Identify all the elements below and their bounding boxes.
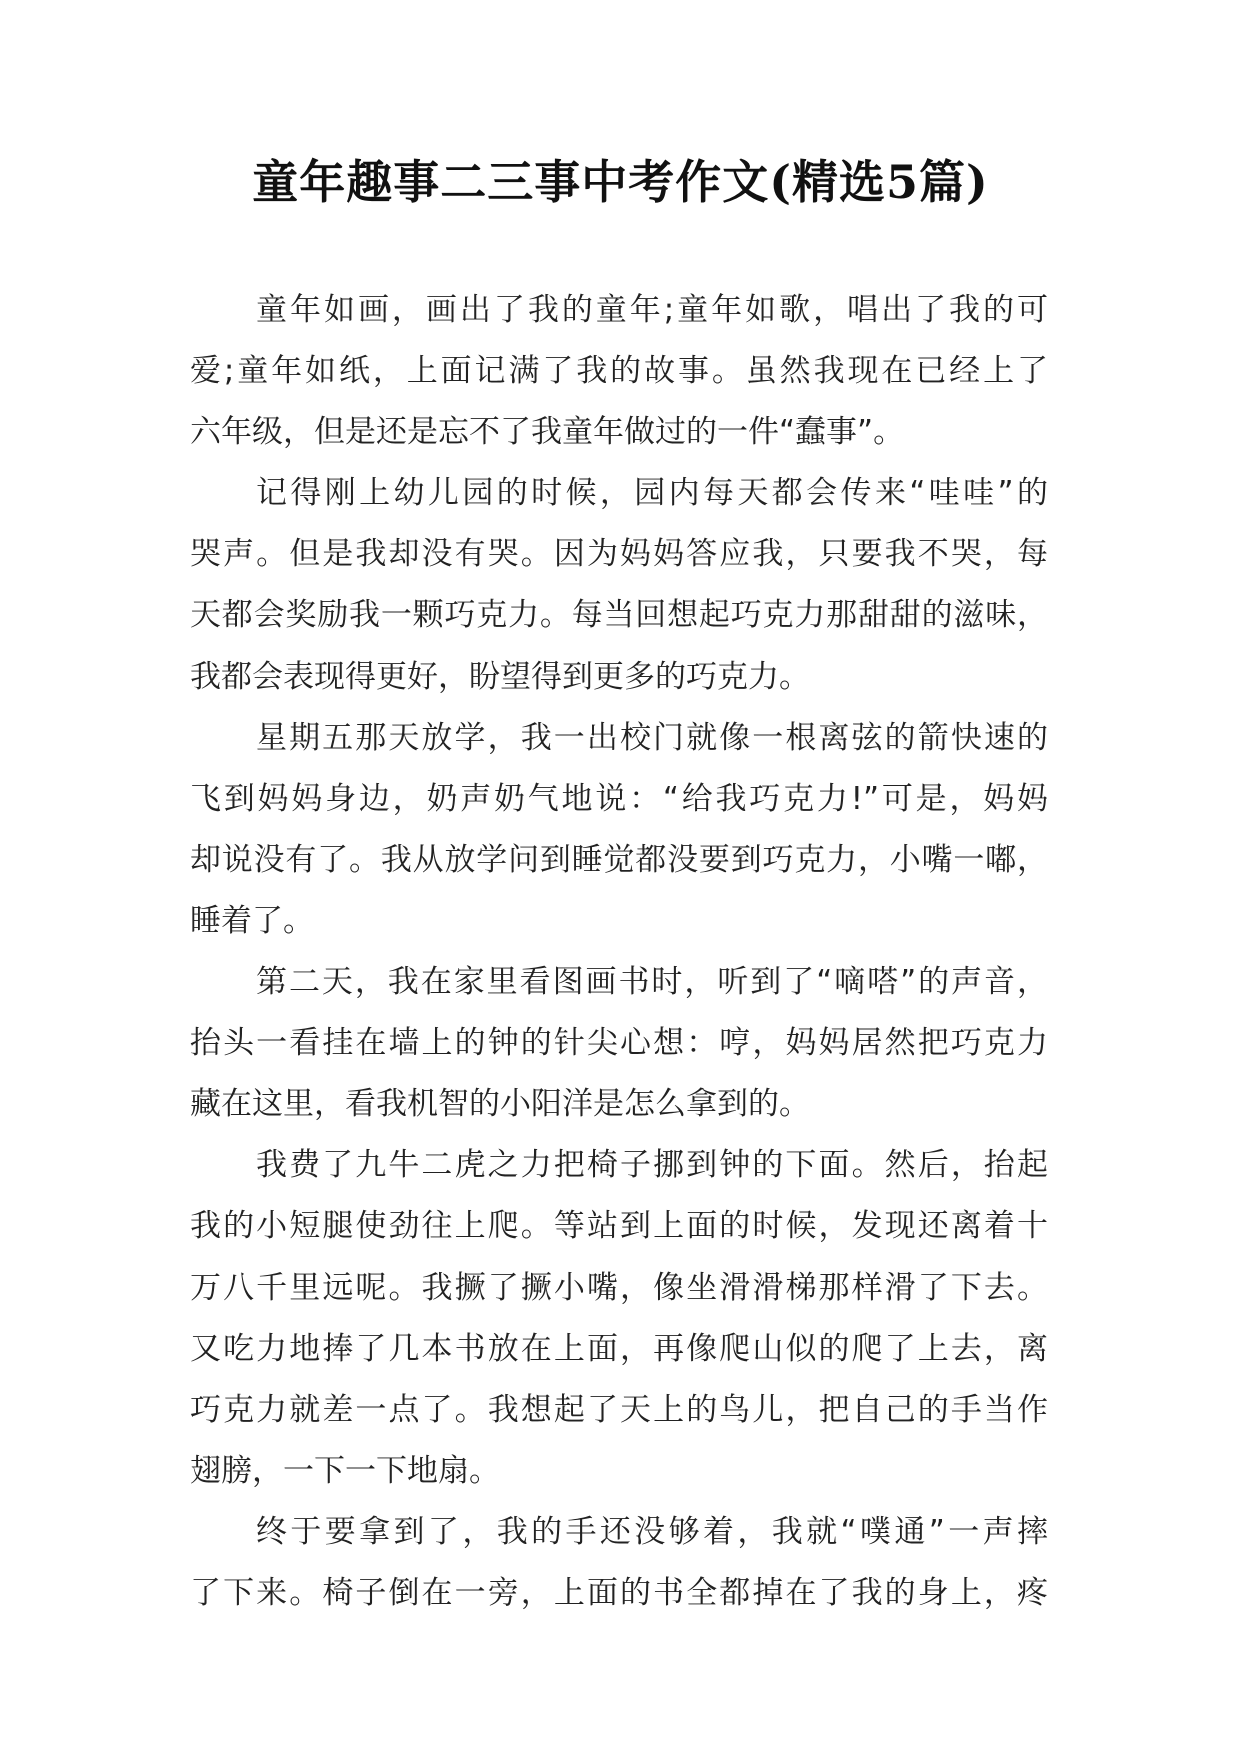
body-line: 睡着了。 [190,902,314,939]
body-line: 飞到妈妈身边，奶声奶气地说：“给我巧克力!”可是，妈妈 [190,780,1048,817]
body-line: 六年级，但是还是忘不了我童年做过的一件“蠢事”。 [190,414,905,451]
body-line: 我的小短腿使劲往上爬。等站到上面的时候，发现还离着十 [190,1208,1048,1245]
body-line: 天都会奖励我一颗巧克力。每当回想起巧克力那甜甜的滋味， [190,597,1048,634]
body-line: 翅膀，一下一下地扇。 [190,1452,500,1489]
body-line: 爱;童年如纸，上面记满了我的故事。虽然我现在已经上了 [190,353,1048,390]
body-line: 藏在这里，看我机智的小阳洋是怎么拿到的。 [190,1086,810,1123]
body-line: 巧克力就差一点了。我想起了天上的鸟儿，把自己的手当作 [190,1391,1048,1428]
document-title: 童年趣事二三事中考作文(精选5篇) [252,155,989,209]
document-body [190,280,1048,1624]
body-line: 终于要拿到了，我的手还没够着，我就“噗通”一声摔 [256,1513,1048,1550]
body-line: 哭声。但是我却没有哭。因为妈妈答应我，只要我不哭，每 [190,536,1048,573]
body-line: 了下来。椅子倒在一旁，上面的书全都掉在了我的身上，疼 [190,1574,1048,1611]
body-line: 童年如画，画出了我的童年;童年如歌，唱出了我的可 [256,292,1048,328]
body-line: 第二天，我在家里看图画书时，听到了“嘀嗒”的声音， [256,964,1048,1001]
body-line: 却说没有了。我从放学问到睡觉都没要到巧克力，小嘴一嘟， [190,841,1048,878]
body-line: 又吃力地捧了几本书放在上面，再像爬山似的爬了上去，离 [190,1330,1048,1367]
body-line: 星期五那天放学，我一出校门就像一根离弦的箭快速的 [256,719,1048,756]
body-line: 我都会表现得更好，盼望得到更多的巧克力。 [190,658,810,695]
body-line: 我费了九牛二虎之力把椅子挪到钟的下面。然后，抬起 [256,1147,1048,1184]
body-line: 记得刚上幼儿园的时候，园内每天都会传来“哇哇”的 [256,475,1048,512]
body-line: 万八千里远呢。我撅了撅小嘴，像坐滑滑梯那样滑了下去。 [190,1269,1048,1306]
body-line: 抬头一看挂在墙上的钟的针尖心想：哼，妈妈居然把巧克力 [190,1025,1048,1062]
